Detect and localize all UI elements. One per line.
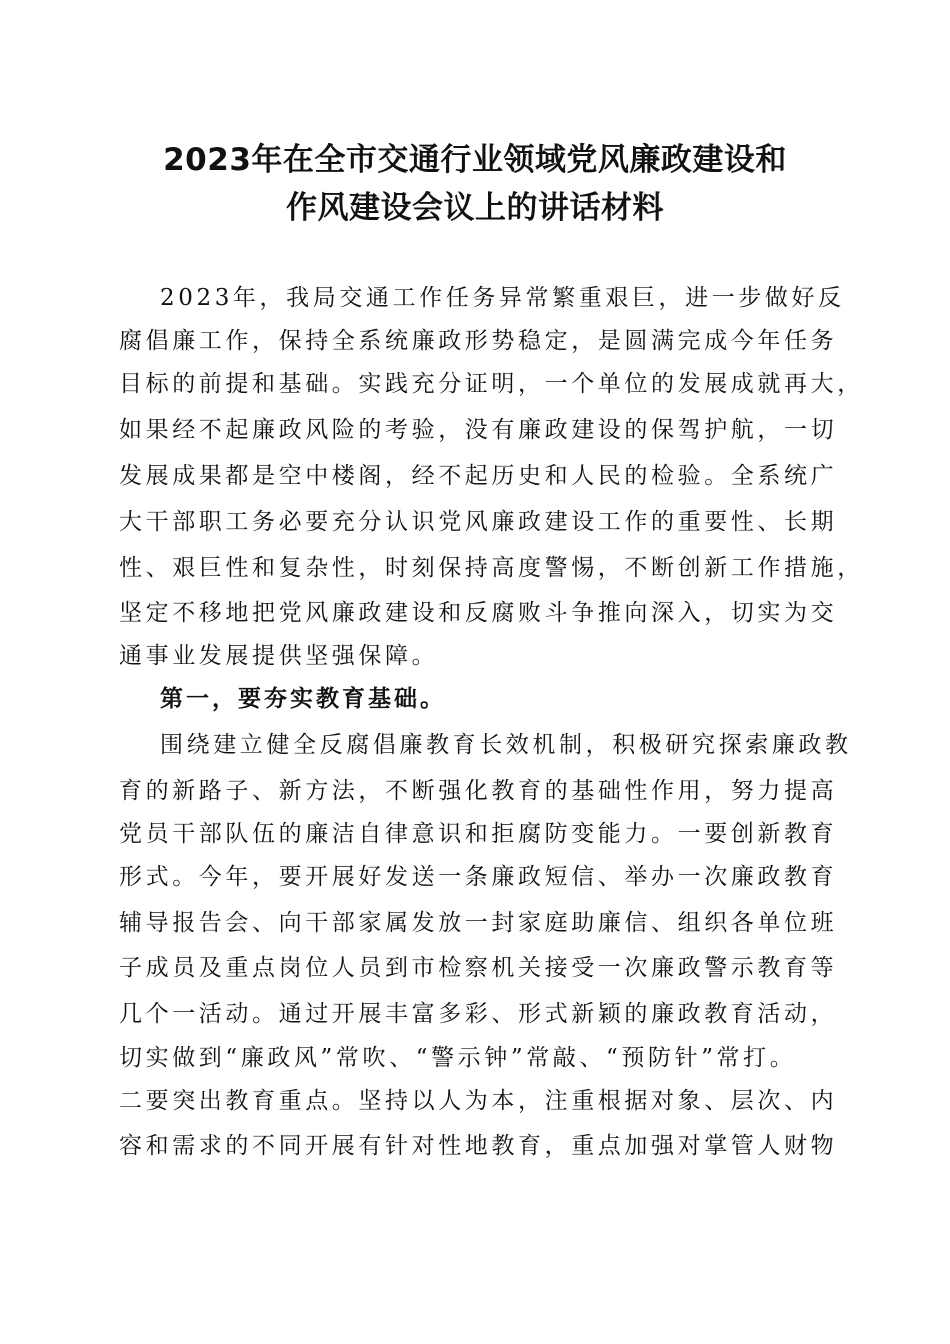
paragraph-1-line: 性、艰巨性和复杂性，时刻保持高度警惕，不断创新工作措施， xyxy=(119,555,864,581)
paragraph-2-line: 容和需求的不同开展有针对性地教育，重点加强对掌管人财物 xyxy=(119,1133,838,1159)
section-heading: 第一，要夯实教育基础。 xyxy=(160,685,446,712)
paragraph-1-line: 发展成果都是空中楼阁，经不起历史和人民的检验。全系统广 xyxy=(119,463,838,489)
paragraph-1-line: 通事业发展提供坚强保障。 xyxy=(119,643,439,669)
paragraph-2-line: 辅导报告会、向干部家属发放一封家庭助廉信、组织各单位班 xyxy=(119,910,838,936)
paragraph-2-line: 切实做到“廉政风”常吹、“警示钟”常敲、“预防针”常打。 xyxy=(119,1045,797,1071)
paragraph-2-line: 几个一活动。通过开展丰富多彩、形式新颖的廉政教育活动， xyxy=(119,1001,838,1027)
paragraph-1-line: 坚定不移地把党风廉政建设和反腐败斗争推向深入，切实为交 xyxy=(119,600,838,626)
paragraph-2-line: 育的新路子、新方法，不断强化教育的基础性作用，努力提高 xyxy=(119,778,838,804)
paragraph-2-line: 形式。今年，要开展好发送一条廉政短信、举办一次廉政教育 xyxy=(119,864,838,890)
paragraph-2-line: 党员干部队伍的廉洁自律意识和拒腐防变能力。一要创新教育 xyxy=(119,821,838,847)
paragraph-2-line: 二要突出教育重点。坚持以人为本，注重根据对象、层次、内 xyxy=(119,1088,838,1114)
paragraph-2-line: 围绕建立健全反腐倡廉教育长效机制，积极研究探索廉政教 xyxy=(160,732,852,758)
paragraph-1-line: 大干部职工务必要充分认识党风廉政建设工作的重要性、长期 xyxy=(119,509,838,535)
document-title-line-1: 2023年在全市交通行业领域党风廉政建设和 xyxy=(163,142,787,178)
paragraph-1-line: 目标的前提和基础。实践充分证明，一个单位的发展成就再大， xyxy=(119,371,864,397)
paragraph-2-line: 子成员及重点岗位人员到市检察机关接受一次廉政警示教育等 xyxy=(119,955,838,981)
document-title-line-2: 作风建设会议上的讲话材料 xyxy=(286,190,664,226)
paragraph-1-line: 如果经不起廉政风险的考验，没有廉政建设的保驾护航，一切 xyxy=(119,417,838,443)
paragraph-1-line: 腐倡廉工作，保持全系统廉政形势稳定，是圆满完成今年任务 xyxy=(119,328,838,354)
paragraph-1-line: 2023年，我局交通工作任务异常繁重艰巨，进一步做好反 xyxy=(160,285,845,311)
